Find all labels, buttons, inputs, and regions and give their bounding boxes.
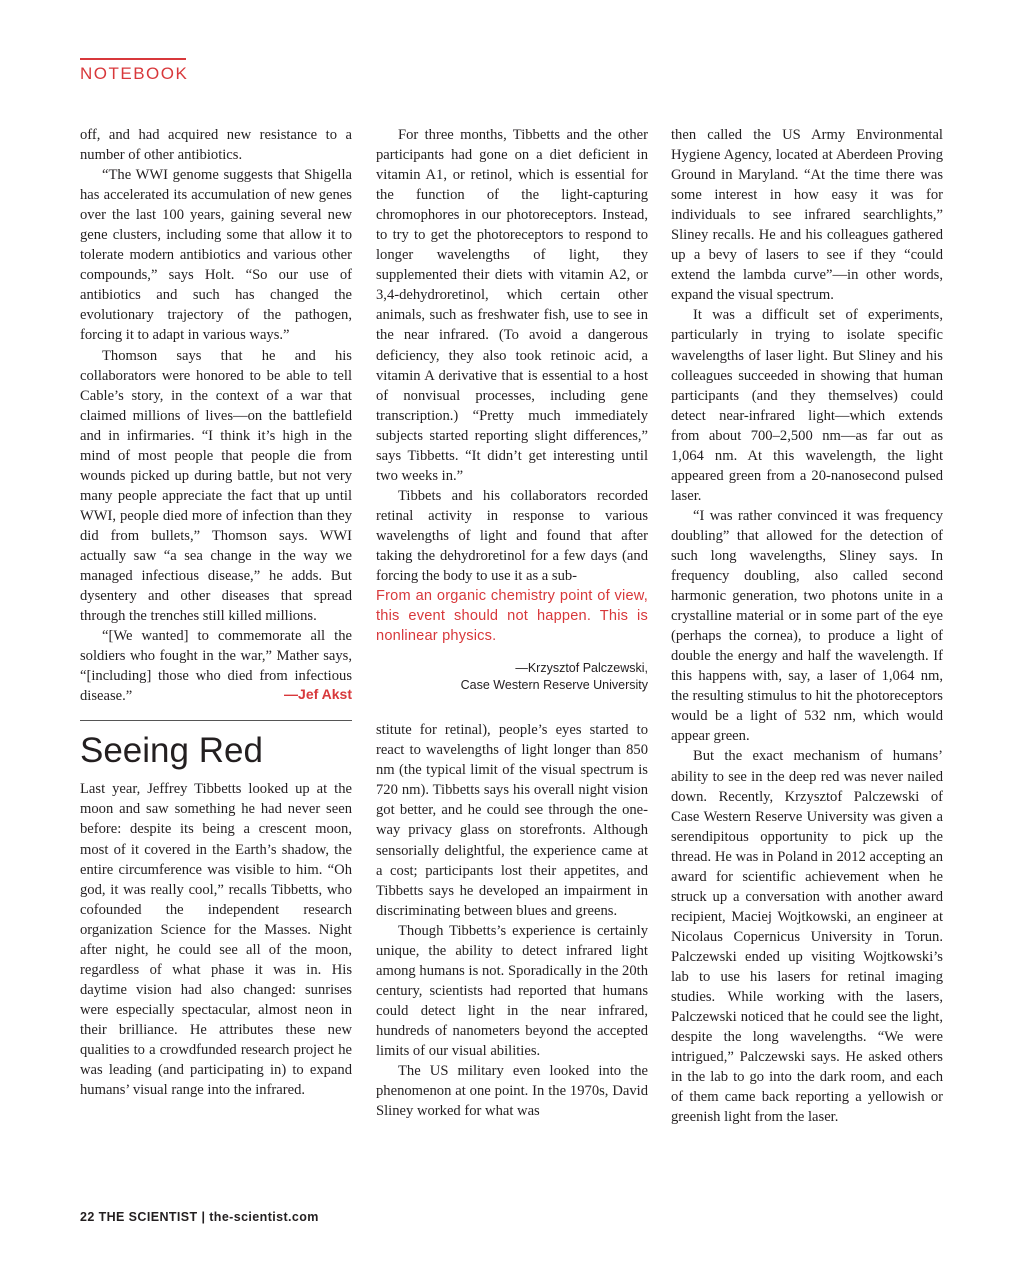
body-paragraph: Last year, Jeffrey Tibbetts looked up at the moon and saw something he had never seen before: despite its being a crescent moon, most of it covered in the Earth’s shadow, the entire circumference was visible to him. “Oh god, it was really cool,” recalls Tibbetts, who cofounded the independent research organization Science for the Masses. Night after night, he could see all of the moon, regardless of what phase it was in. His daytime vision had also changed: sunrises were especially spectacular, almost neon in their brilliance. He attributes these new qualities to a crowdfunded research project he was leading (and participating in) to expand humans’ visual range into the infrared. bbox=[80, 781, 352, 1099]
attribution-name: —Krzysztof Palczewski, bbox=[515, 661, 648, 676]
body-paragraph: Thomson says that he and his collaborators were honored to be able to tell Cable’s story, in the context of a war that claimed millions of lives—on the battlefield and in infirmaries. “I think it’s high in the mind of most people that people die from wounds picked up during battle, but not very many people appreciate the fact that up until WWI, people died more of infection than they did from bullets,” Thomson says. WWI actually saw “a sea change in the way we managed infectious disease,” he adds. But dysentery and other diseases that spread through the trenches still killed millions. bbox=[80, 347, 352, 625]
section-label: NOTEBOOK bbox=[80, 64, 189, 83]
body-paragraph: stitute for retinal), people’s eyes started to react to wavelengths of light longer than 850 nm (the typical limit of the visual spectrum is 720 nm). Tibbetts says his overall night vision got better, and he could see through the one-way privacy glass on storefronts. Although sensorially delightful, the experience came at a cost; participants lost their appetites, and Tibbetts says he developed an impairment in discriminating between blues and greens. bbox=[376, 722, 648, 919]
body-paragraph: The US military even looked into the phenomenon at one point. In the 1970s, David Sliney worked for what was bbox=[376, 1063, 648, 1120]
pull-quote-attribution bbox=[376, 660, 648, 694]
article-headline: Seeing Red bbox=[80, 731, 263, 771]
body-paragraph: It was a difficult set of experiments, particularly in trying to isolate specific wavelengths of laser light. But Sliney and his colleagues succeeded in showing that human participants (and they themselves) could detect near-infrared light—which extends from about 700–2,500 nm—as far out as 1,064 nm. At this wavelength, the light appeared green from a 20-nanosecond pulsed laser. bbox=[671, 307, 943, 504]
magazine-url: the-scientist.com bbox=[209, 1210, 319, 1224]
footer-separator: | bbox=[201, 1210, 206, 1224]
body-paragraph: Though Tibbetts’s experience is certainly unique, the ability to detect infrared light among humans is not. Sporadically in the 20th century, scientists had reported that humans could detect light in the near infrared, hundreds of nanometers beyond the accepted limits of our visual abilities. bbox=[376, 922, 648, 1059]
author-byline: —Jef Akst bbox=[284, 686, 352, 703]
body-paragraph: But the exact mechanism of humans’ ability to see in the deep red was never nailed down. Recently, Krzysztof Palczewski of Case Western Reserve University was given a serendipitous opportunity to pick up the thread. He was in Poland in 2012 accepting an award for scientific achievement when he struck up a conversation with another award recipient, Maciej Wojtkowski, an engineer at Nicolaus Copernicus University in Torun. Palczewski ended up visiting Wojtkowski’s lab to use his lasers for retinal imaging studies. While working with the lasers, Palczewski noticed that he could see the light, despite the long wavelengths. “We were intrigued,” Palczewski says. He asked others in the lab to go into the dark room, and each of them came back reporting a yellowish or greenish light from the laser. bbox=[671, 748, 943, 1126]
page-number: 22 bbox=[80, 1210, 95, 1224]
attribution-affiliation: Case Western Reserve University bbox=[460, 678, 648, 693]
pull-quote: From an organic chemistry point of view, this event should not happen. This is nonlinear physics. bbox=[376, 588, 648, 645]
column-3 bbox=[671, 125, 943, 1127]
column-1 bbox=[80, 125, 352, 1100]
column-2 bbox=[376, 125, 648, 1121]
body-paragraph: “I was rather convinced it was frequency doubling” that allowed for the detection of such long wavelengths, Sliney says. In frequency doubling, also called second harmonic generation, two photons unite in a crystalline material or in some part of the eye (perhaps the cornea), to produce a light of double the energy and half the wavelength. If this happens with, say, a laser of 1,064 nm, the resulting stimulus to hit the photoreceptors would be a light of 532 nm, which would appear green. bbox=[671, 507, 943, 745]
body-paragraph: off, and had acquired new resistance to a number of other antibiotics. bbox=[80, 127, 352, 164]
body-paragraph: Tibbets and his collaborators recorded retinal activity in response to various wavelengths of light and found that after taking the dehydroretinol for a few days (and forcing the body to use it as a sub- bbox=[376, 487, 648, 585]
body-paragraph: then called the US Army Environmental Hygiene Agency, located at Aberdeen Proving Ground in Maryland. “At the time there was some interest in how easy it was for individuals to see infrared searchlights,” Sliney recalls. He and his colleagues gathered up a bevy of lasers to see if they “could extend the lambda curve”—in other words, expand the visual spectrum. bbox=[671, 127, 943, 304]
article-divider bbox=[80, 720, 352, 721]
section-rule bbox=[80, 58, 186, 60]
page-footer bbox=[80, 1210, 319, 1224]
magazine-name: THE SCIENTIST bbox=[98, 1210, 198, 1224]
body-paragraph: “[We wanted] to commemorate all the soldiers who fought in the war,” Mather says, “[including] those who died from infectious disease.” bbox=[80, 628, 352, 705]
body-paragraph: “The WWI genome suggests that Shigella has accelerated its accumulation of new genes over the last 100 years, gaining several new gene clusters, including some that allow it to tolerate modern antibiotics and various other compounds,” says Holt. “So our use of antibiotics and such has changed the evolutionary trajectory of the pathogen, forcing it to adapt in various ways.” bbox=[80, 167, 352, 344]
body-paragraph: For three months, Tibbetts and the other participants had gone on a diet deficient in vitamin A1, or retinol, which is essential for the function of the light-capturing chromophores in our photoreceptors. Instead, to try to get the photoreceptors to respond to longer wavelengths of light, they supplemented their diets with vitamin A2, or 3,4-dehydroretinol, which certain other animals, such as freshwater fish, use to see in the near infrared. (To avoid a dangerous deficiency, they also took retinoic acid, a vitamin A derivative that is essential to a host of nonvisual processes, including gene transcription.) “Pretty much immediately subjects started reporting slight differences,” says Tibbetts. “It didn’t get interesting until two weeks in.” bbox=[376, 127, 648, 484]
